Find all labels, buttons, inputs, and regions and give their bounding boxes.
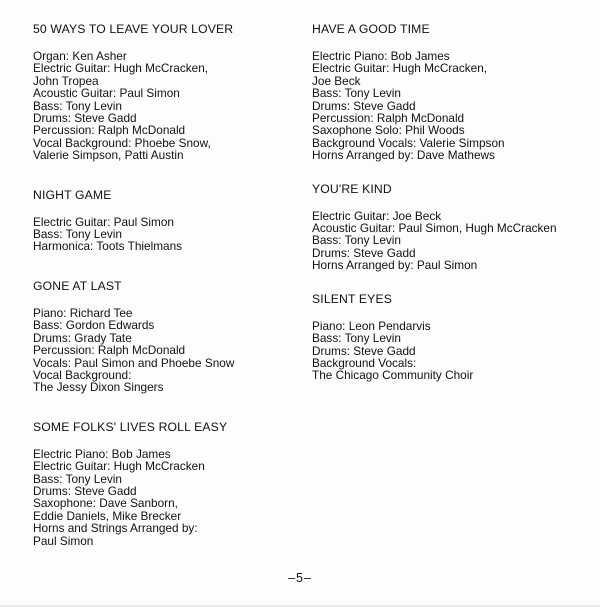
credit-line: Background Vocals:: [312, 355, 417, 370]
credit-line: Electric Guitar: Joe Beck: [312, 208, 442, 223]
credit-line: Drums: Steve Gadd: [312, 98, 416, 113]
credit-line: John Tropea: [33, 73, 99, 88]
credit-line: Electric Piano: Bob James: [312, 49, 450, 63]
credit-line: Horns Arranged by: Paul Simon: [312, 258, 478, 273]
song-block: [312, 292, 592, 382]
credit-line: Percussion: Ralph McDonald: [33, 343, 186, 358]
song-block: [33, 188, 288, 253]
credits-list: [33, 307, 288, 394]
credit-line: Electric Guitar: Hugh McCracken,: [312, 61, 488, 76]
credit-line: Electric Guitar: Hugh McCracken,: [33, 61, 209, 76]
credit-line: Bass: Tony Levin: [312, 86, 401, 101]
song-block: [33, 279, 288, 394]
credit-line: Saxophone: Dave Sanborn,: [33, 496, 178, 511]
credit-line: Electric Guitar: Hugh McCracken: [33, 459, 205, 474]
credit-line: Bass: Tony Levin: [33, 227, 122, 242]
credits-list: [312, 320, 592, 382]
song-title: SILENT EYES: [312, 291, 392, 306]
song-title: GONE AT LAST: [33, 278, 122, 293]
credit-line: Bass: Gordon Edwards: [33, 318, 155, 333]
credit-line: Bass: Tony Levin: [312, 331, 401, 346]
credits-list: [33, 448, 288, 547]
page-number: –5–: [288, 571, 312, 585]
song-title: HAVE A GOOD TIME: [312, 22, 430, 36]
credit-line: Electric Guitar: Paul Simon: [33, 214, 174, 229]
credit-line: The Chicago Community Choir: [312, 368, 474, 383]
credit-line: Piano: Richard Tee: [33, 305, 133, 320]
credit-line: Acoustic Guitar: Paul Simon, Hugh McCracken: [312, 221, 557, 236]
credit-line: Bass: Tony Levin: [312, 233, 401, 248]
credit-line: Drums: Steve Gadd: [33, 111, 137, 126]
credit-line: Drums: Steve Gadd: [33, 483, 137, 498]
credit-line: Horns and Strings Arranged by:: [33, 521, 198, 536]
left-column: [33, 22, 288, 547]
credit-line: Vocal Background: Phoebe Snow,: [33, 135, 211, 150]
credit-line: Background Vocals: Valerie Simpson: [312, 135, 505, 150]
credit-line: Percussion: Ralph McDonald: [33, 123, 186, 138]
credit-line: Piano: Leon Pendarvis: [312, 318, 431, 333]
credit-line: Bass: Tony Levin: [33, 471, 122, 486]
credit-line: Drums: Grady Tate: [33, 330, 132, 345]
credit-line: Bass: Tony Levin: [33, 98, 122, 113]
credit-line: Vocals: Paul Simon and Phoebe Snow: [33, 355, 235, 370]
credit-line: Organ: Ken Asher: [33, 49, 127, 63]
credits-list: [33, 50, 288, 162]
credit-line: Drums: Steve Gadd: [312, 343, 416, 358]
song-title: YOU'RE KIND: [312, 181, 392, 196]
credit-line: Joe Beck: [312, 73, 361, 88]
credit-line: The Jessy Dixon Singers: [33, 380, 164, 395]
credit-line: Electric Piano: Bob James: [33, 446, 171, 461]
credit-line: Percussion: Ralph McDonald: [312, 111, 465, 126]
credits-list: [33, 216, 288, 253]
song-title: SOME FOLKS' LIVES ROLL EASY: [33, 419, 228, 434]
credit-line: Eddie Daniels, Mike Brecker: [33, 508, 182, 523]
credit-line: Saxophone Solo: Phil Woods: [312, 123, 465, 138]
credit-line: Vocal Background:: [33, 367, 132, 382]
credit-line: Harmonica: Toots Thielmans: [33, 239, 183, 254]
song-title: NIGHT GAME: [33, 187, 112, 202]
right-column: [312, 22, 592, 382]
song-block: [33, 420, 288, 547]
song-block: [312, 22, 592, 162]
credit-line: Acoustic Guitar: Paul Simon: [33, 86, 180, 101]
credits-list: [312, 50, 592, 162]
credits-list: [312, 210, 592, 272]
song-block: [312, 182, 592, 272]
credit-line: Paul Simon: [33, 533, 94, 548]
credit-line: Valerie Simpson, Patti Austin: [33, 148, 184, 163]
credit-line: Horns Arranged by: Dave Mathews: [312, 148, 495, 163]
song-title: 50 WAYS TO LEAVE YOUR LOVER: [33, 22, 234, 36]
song-block: [33, 22, 288, 162]
credit-line: Drums: Steve Gadd: [312, 245, 416, 260]
